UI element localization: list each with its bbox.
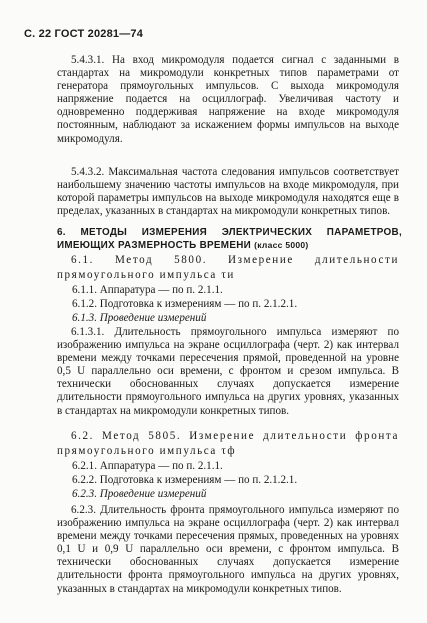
- paragraph-6-2-2: 6.2.2. Подготовка к измерениям — по п. 2.1.2.1.: [72, 474, 298, 486]
- paragraph-6-1-1: 6.1.1. Аппаратура — по п. 2.1.1.: [72, 284, 223, 296]
- section-6-heading-class: (класс 5000): [254, 240, 309, 250]
- method-5805-title: 6.2. Метод 5805. Измерение длительности фронта прямоугольного импульса τф: [57, 430, 399, 457]
- paragraph-6-1-2: 6.1.2. Подготовка к измерениям — по п. 2.1.2.1.: [72, 298, 298, 310]
- paragraph-6-1-3-1: 6.1.3.1. Длительность прямоугольного импульса измеряют по изображению импульса на экране осциллографа (черт. 2) как интервал времени между точками пересечения прямой, проведенной на уровне 0,5 U параллельно оси времени, с фронтом и срезом импульса. В технически обоснованных случаях допускается измерение длительности прямоугольного импульса на других уровнях, указанных в стандартах на микромодули конкретных типов.: [57, 326, 399, 417]
- section-6-heading-text: 6. МЕТОДЫ ИЗМЕРЕНИЯ ЭЛЕКТРИЧЕСКИХ ПАРАМЕТРОВ, ИМЕЮЩИХ РАЗМЕРНОСТЬ ВРЕМЕНИ: [57, 227, 402, 251]
- method-5800-title: 6.1. Метод 5800. Измерение длительности прямоугольного импульса τи: [57, 254, 399, 281]
- paragraph-6-1-3-title: 6.1.3. Проведение измерений: [72, 312, 207, 324]
- paragraph-6-2-3-title: 6.2.3. Проведение измерений: [72, 488, 207, 500]
- page-header: С. 22 ГОСТ 20281—74: [24, 28, 144, 40]
- paragraph-6-2-3: 6.2.3. Длительность фронта прямоугольного импульса измеряют по изображению импульса на экране осциллографа (черт. 2) как интервал времени между точками пересечения прямых, проведенных на уровнях 0,1 U и 0,9 U параллельно оси времени, с фронтом импульса. В технически обоснованных случаях допускается измерение длительности фронта прямоугольного импульса на других уровнях, указанных в стандартах на микромодули конкретных типов.: [57, 504, 399, 595]
- section-6-heading: [57, 226, 402, 252]
- paragraph-6-2-1: 6.2.1. Аппаратура — по п. 2.1.1.: [72, 460, 223, 472]
- paragraph-5-4-3-1: 5.4.3.1. На вход микромодуля подается сигнал с заданными в стандартах на микромодули конкретных типов параметрами от генератора прямоугольных импульсов. С выхода микромодуля напряжение подается на осциллограф. Увеличивая частоту и одновременно поддерживая напряжение на входе микромодуля постоянным, наблюдают за искажением формы импульсов на выходе микромодуля.: [57, 54, 399, 145]
- paragraph-5-4-3-2: 5.4.3.2. Максимальная частота следования импульсов соответствует наибольшему значению частоты импульсов на входе микромодуля, при которой параметры импульсов на выходе микромодуля находятся еще в пределах, указанных в стандартах на микромодули конкретных типов.: [57, 166, 399, 218]
